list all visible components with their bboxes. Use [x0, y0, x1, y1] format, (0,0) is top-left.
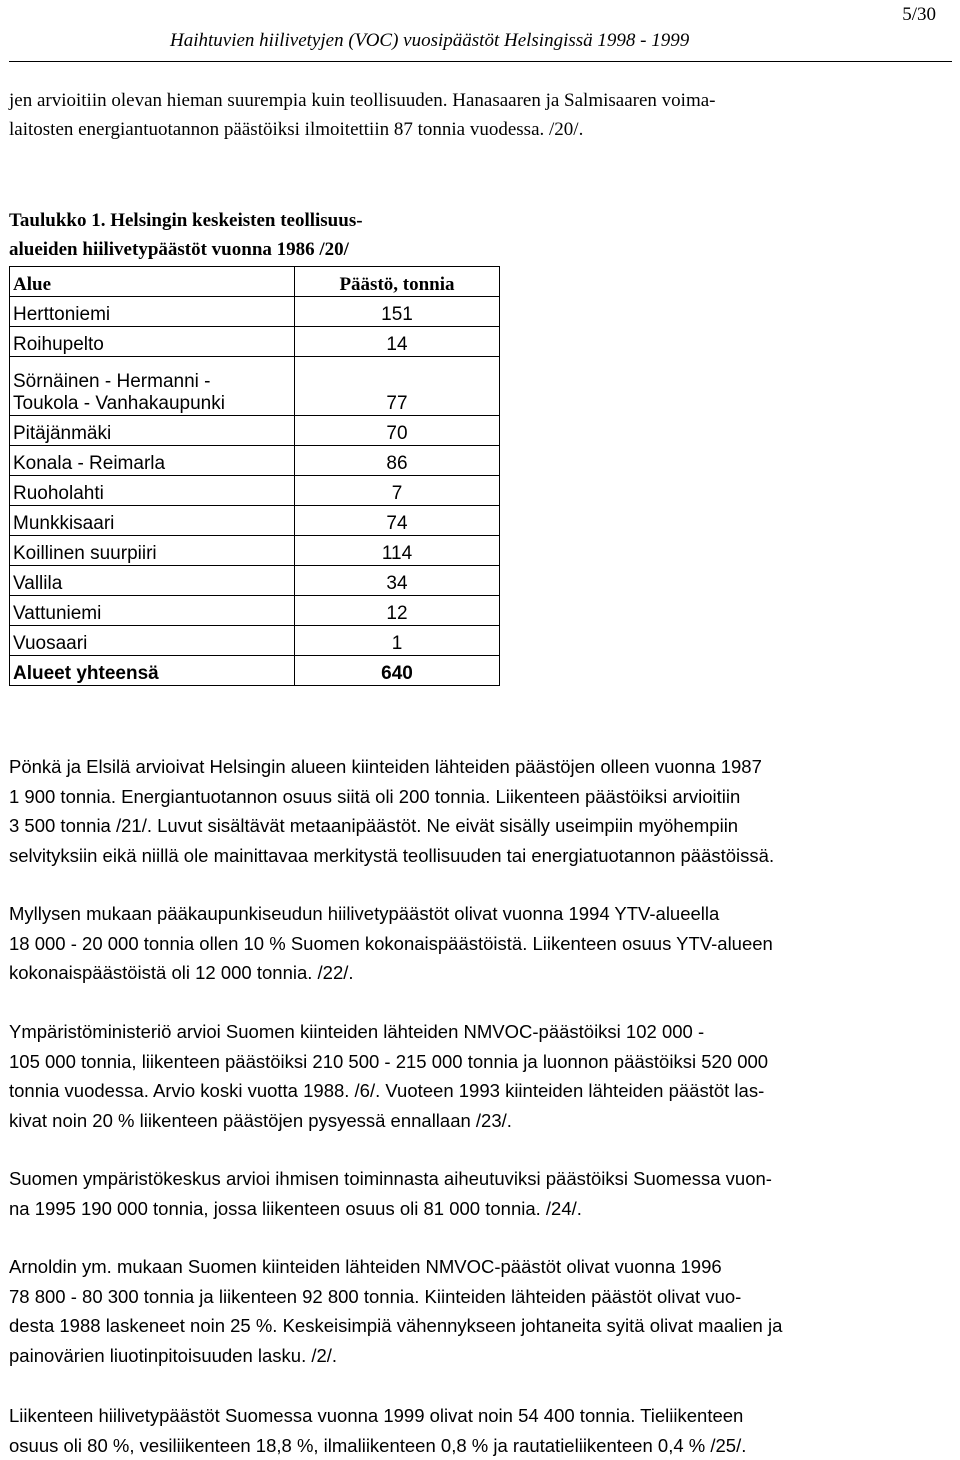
paragraph-line: na 1995 190 000 tonnia, jossa liikenteen osuus oli 81 000 tonnia. /24/. — [9, 1197, 582, 1219]
intro-line: laitosten energiantuotannon päästöiksi ilmoitettiin 87 tonnia vuodessa. /20/. — [9, 119, 584, 140]
row-area-line: Toukola - Vanhakaupunki — [13, 393, 225, 414]
paragraph — [9, 752, 954, 870]
row-area: Vuosaari — [10, 626, 295, 656]
table-row — [10, 446, 500, 476]
row-value: 114 — [295, 536, 500, 566]
row-value: 7 — [295, 476, 500, 506]
row-value: 12 — [295, 596, 500, 626]
paragraph-line: selvityksiin eikä niillä ole mainittavaa merkitystä teollisuuden tai energiatuotannon päästöissä. — [9, 844, 775, 866]
paragraph — [9, 1017, 954, 1135]
paragraph-line: painovärien liuotinpitoisuuden lasku. /2/. — [9, 1344, 338, 1366]
running-title: Haihtuvien hiilivetyjen (VOC) vuosipäästöt Helsingissä 1998 - 1999 — [170, 30, 690, 51]
intro-paragraph — [9, 86, 954, 144]
paragraph-line: 3 500 tonnia /21/. Luvut sisältävät metaanipäästöt. Ne eivät sisälly useimpiin myöhempiin — [9, 815, 739, 836]
header-emission: Päästö, tonnia — [295, 267, 500, 297]
paragraph-line: Arnoldin ym. mukaan Suomen kiinteiden lähteiden NMVOC-päästöt olivat vuonna 1996 — [9, 1256, 722, 1277]
row-area — [10, 357, 295, 416]
paragraph — [9, 899, 954, 988]
table-row — [10, 327, 500, 357]
row-area: Koillinen suurpiiri — [10, 536, 295, 566]
row-area-line: Sörnäinen - Hermanni - — [13, 371, 211, 392]
paragraph-line: Ympäristöministeriö arvioi Suomen kiinteiden lähteiden NMVOC-päästöiksi 102 000 - — [9, 1021, 705, 1042]
row-value: 151 — [295, 297, 500, 327]
row-value: 74 — [295, 506, 500, 536]
table-row — [10, 357, 500, 416]
paragraph-line: 105 000 tonnia, liikenteen päästöiksi 210 500 - 215 000 tonnia ja luonnon päästöiksi 520 000 — [9, 1050, 769, 1072]
row-value: 14 — [295, 327, 500, 357]
table-row — [10, 476, 500, 506]
row-area: Roihupelto — [10, 327, 295, 357]
paragraph-line: Pönkä ja Elsilä arvioivat Helsingin alueen kiinteiden lähteiden päästöjen olleen vuonna 1987 — [9, 756, 762, 777]
row-area: Vattuniemi — [10, 596, 295, 626]
paragraph — [9, 1252, 954, 1370]
row-value: 77 — [295, 357, 500, 416]
table-row — [10, 297, 500, 327]
paragraph-line: 1 900 tonnia. Energiantuotannon osuus siitä oli 200 tonnia. Liikenteen päästöiksi arvioitiin — [9, 785, 741, 807]
paragraph-line: osuus oli 80 %, vesiliikenteen 18,8 %, ilmaliikenteen 0,8 % ja rautatieliikenteen 0,4 % /25/. — [9, 1434, 747, 1456]
table-row — [10, 566, 500, 596]
emissions-table — [9, 266, 500, 686]
paragraph-line: 18 000 - 20 000 tonnia ollen 10 % Suomen kokonaispäästöistä. Liikenteen osuus YTV-alueen — [9, 932, 773, 954]
header-rule — [9, 61, 952, 62]
table-caption — [9, 203, 363, 267]
row-area: Pitäjänmäki — [10, 416, 295, 446]
intro-line: jen arvioitiin olevan hieman suurempia kuin teollisuuden. Hanasaaren ja Salmisaaren voima- — [9, 90, 716, 111]
row-area: Konala - Reimarla — [10, 446, 295, 476]
table-header-row — [10, 267, 500, 297]
row-area: Vallila — [10, 566, 295, 596]
paragraph-line: Myllysen mukaan pääkaupunkiseudun hiilivetypäästöt olivat vuonna 1994 YTV-alueella — [9, 903, 720, 924]
row-area: Munkkisaari — [10, 506, 295, 536]
header-area: Alue — [10, 267, 295, 297]
caption-line: Taulukko 1. Helsingin keskeisten teollisuus- — [9, 210, 363, 231]
row-value: 70 — [295, 416, 500, 446]
paragraph-line: tonnia vuodessa. Arvio koski vuotta 1988. /6/. Vuoteen 1993 kiinteiden lähteiden päästöt las- — [9, 1080, 765, 1101]
total-area: Alueet yhteensä — [10, 656, 295, 686]
page-number: 5/30 — [902, 4, 936, 25]
paragraph-line: Liikenteen hiilivetypäästöt Suomessa vuonna 1999 olivat noin 54 400 tonnia. Tieliikenteen — [9, 1405, 744, 1426]
row-area: Herttoniemi — [10, 297, 295, 327]
paragraph-line: kokonaispäästöistä oli 12 000 tonnia. /22/. — [9, 962, 354, 983]
table-row — [10, 536, 500, 566]
table-row — [10, 416, 500, 446]
table-row — [10, 596, 500, 626]
paragraph — [9, 1164, 954, 1223]
table-row — [10, 626, 500, 656]
row-area: Ruoholahti — [10, 476, 295, 506]
caption-line: alueiden hiilivetypäästöt vuonna 1986 /20/ — [9, 239, 349, 260]
paragraph-line: desta 1988 laskeneet noin 25 %. Keskeisimpiä vähennykseen johtaneita syitä olivat maalien ja — [9, 1315, 783, 1336]
paragraph-line: kivat noin 20 % liikenteen päästöjen pysyessä ennallaan /23/. — [9, 1109, 512, 1131]
total-value: 640 — [295, 656, 500, 686]
row-value: 1 — [295, 626, 500, 656]
table-total-row — [10, 656, 500, 686]
row-value: 86 — [295, 446, 500, 476]
paragraph-line: Suomen ympäristökeskus arvioi ihmisen toiminnasta aiheutuviksi päästöiksi Suomessa vuon- — [9, 1168, 772, 1189]
table-row — [10, 506, 500, 536]
row-value: 34 — [295, 566, 500, 596]
paragraph-line: 78 800 - 80 300 tonnia ja liikenteen 92 800 tonnia. Kiinteiden lähteiden päästöt olivat vuo- — [9, 1285, 742, 1307]
paragraph — [9, 1401, 954, 1460]
